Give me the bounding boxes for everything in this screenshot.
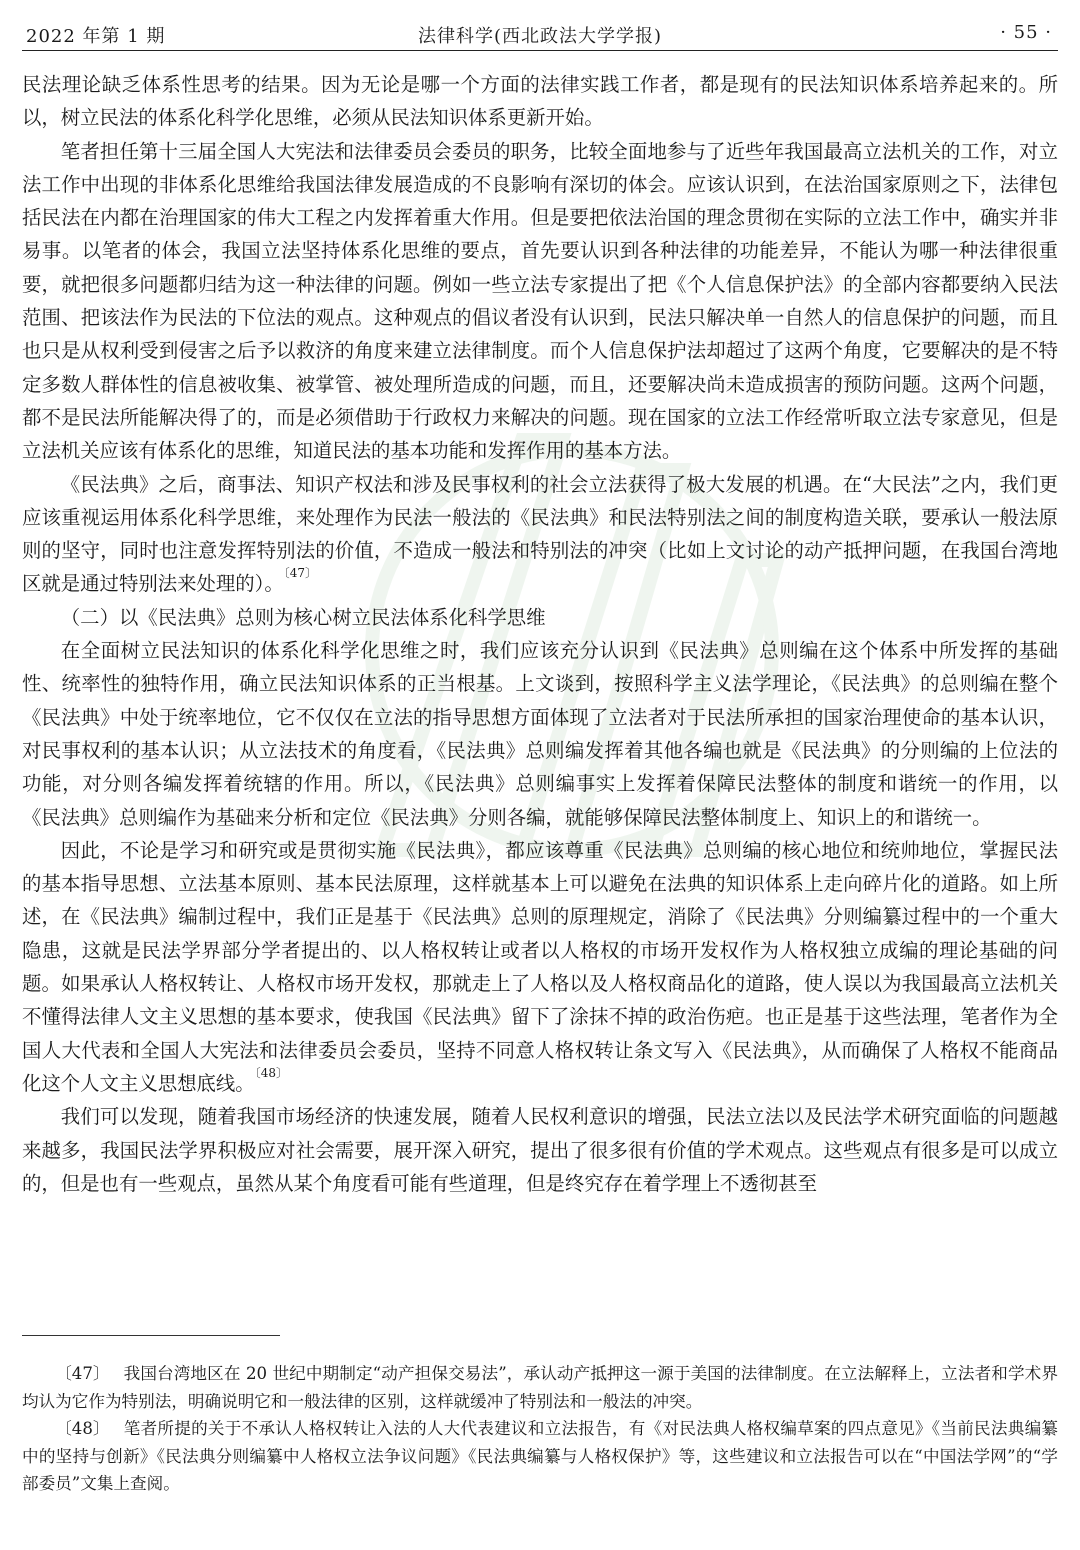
footnote-text: 笔者所提的关于不承认人格权转让入法的人大代表建议和立法报告，有《对民法典人格权编草案的四点意见》《当前民法典编纂中的坚持与创新》《民法典分则编纂中人格权立法争议问题》《民法典编纂与人格权保护》等，这些建议和立法报告可以在“中国法学网”的“学部委员”文集上查阅。 <box>22 1419 1058 1494</box>
footnote-ref-48[interactable]: 〔48〕 <box>254 1065 288 1080</box>
paragraph-5 <box>22 834 1058 1100</box>
page-number: · 55 · <box>1000 22 1052 43</box>
section-heading: （二）以《民法典》总则为核心树立民法体系化科学思维 <box>60 605 546 629</box>
paragraph-3-text: 《民法典》之后，商事法、知识产权法和涉及民事权利的社会立法获得了极大发展的机遇。在“大民法”之内，我们更应该重视运用体系化科学思维，来处理作为民法一般法的《民法典》和民法特别法之间的制度构造关联，要承认一般法原则的坚守，同时也注意发挥特别法的价值，不造成一般法和特别法的冲突（比如上文讨论的动产抵押问题，在我国台湾地区就是通过特别法来处理的）。 <box>22 472 1058 596</box>
footnote-47 <box>22 1360 1058 1415</box>
footnote-mark: 〔47〕 <box>55 1364 110 1383</box>
issue-label: 2022 年第 1 期 <box>26 26 166 47</box>
journal-title: 法律科学(西北政法大学学报) <box>417 26 663 47</box>
journal-page <box>22 0 1062 1550</box>
footnote-mark: 〔48〕 <box>55 1419 110 1439</box>
paragraph-2: 笔者担任第十三届全国人大宪法和法律委员会委员的职务，比较全面地参与了近些年我国最高立法机关的工作，对立法工作中出现的非体系化思维给我国法律发展造成的不良影响有深切的体会。应该认识到，在法治国家原则之下，法律包括民法在内都在治理国家的伟大工程之内发挥着重大作用。但是要把依法治国的理念贯彻在实际的立法工作中，确实并非易事。以笔者的体会，我国立法坚持体系化思维的要点，首先要认识到各种法律的功能差异，不能认为哪一种法律很重要，就把很多问题都归结为这一种法律的问题。例如一些立法专家提出了把《个人信息保护法》的全部内容都要纳入民法范围、把该法作为民法的下位法的观点。这种观点的倡议者没有认识到，民法只解决单一自然人的信息保护的问题，而且也只是从权利受到侵害之后予以救济的角度来建立法律制度。而个人信息保护法却超过了这两个角度，它要解决的是不特定多数人群体性的信息被收集、被掌管、被处理所造成的问题，而且，还要解决尚未造成损害的预防问题。这两个问题，都不是民法所能解决得了的，而是必须借助于行政权力来解决的问题。现在国家的立法工作经常听取立法专家意见，但是立法机关应该有体系化的思维，知道民法的基本功能和发挥作用的基本方法。 <box>22 139 1058 463</box>
article-body <box>22 68 1058 1200</box>
running-header <box>22 18 1058 51</box>
footnote-divider <box>22 1335 280 1336</box>
footnote-text: 我国台湾地区在 20 世纪中期制定“动产担保交易法”，承认动产抵押这一源于美国的法律制度。在立法解释上，立法者和学术界均认为它作为特别法，明确说明它和一般法律的区别，这样就缓冲了特别法和一般法的冲突。 <box>22 1364 1058 1411</box>
paragraph-1: 民法理论缺乏体系性思考的结果。因为无论是哪一个方面的法律实践工作者，都是现有的民法知识体系培养起来的。所以，树立民法的体系化科学化思维，必须从民法知识体系更新开始。 <box>22 73 1058 130</box>
footnote-ref-47[interactable]: 〔47〕 <box>283 566 318 581</box>
paragraph-3 <box>22 468 1058 601</box>
paragraph-5-text: 因此，不论是学习和研究或是贯彻实施《民法典》，都应该尊重《民法典》总则编的核心地位和统帅地位，掌握民法的基本指导思想、立法基本原则、基本民法原理，这样就基本上可以避免在法典的知识体系上走向碎片化的道路。如上所述，在《民法典》编制过程中，我们正是基于《民法典》总则的原理规定，消除了《民法典》分则编纂过程中的一个重大隐患，这就是民法学界部分学者提出的、以人格权转让或者以人格权的市场开发权作为人格权独立成编的理论基础的问题。如果承认人格权转让、人格权市场开发权，那就走上了人格以及人格权商品化的道路，使人误以为我国最高立法机关不懂得法律人文主义思想的基本要求，使我国《民法典》留下了涂抹不掉的政治伤疤。也正是基于这些法理，笔者作为全国人大代表和全国人大宪法和法律委员会委员，坚持不同意人格权转让条文写入《民法典》，从而确保了人格权不能商品化这个人文主义思想底线。 <box>22 838 1058 1095</box>
footnote-48 <box>22 1415 1058 1498</box>
paragraph-4: 在全面树立民法知识的体系化科学化思维之时，我们应该充分认识到《民法典》总则编在这个体系中所发挥的基础性、统率性的独特作用，确立民法知识体系的正当根基。上文谈到，按照科学主义法学理论，《民法典》的总则编在整个《民法典》中处于统率地位，它不仅仅在立法的指导思想方面体现了立法者对于民法所承担的国家治理使命的基本认识，对民事权利的基本认识；从立法技术的角度看，《民法典》总则编发挥着其他各编也就是《民法典》的分则编的上位法的功能，对分则各编发挥着统辖的作用。所以，《民法典》总则编事实上发挥着保障民法整体的制度和谐统一的作用，以《民法典》总则编作为基础来分析和定位《民法典》分则各编，就能够保障民法整体制度上、知识上的和谐统一。 <box>22 639 1058 829</box>
paragraph-6: 我们可以发现，随着我国市场经济的快速发展，随着人民权利意识的增强，民法立法以及民法学术研究面临的问题越来越多，我国民法学界积极应对社会需要，展开深入研究，提出了很多很有价值的学术观点。这些观点有很多是可以成立的，但是也有一些观点，虽然从某个角度看可能有些道理，但是终究存在着学理上不透彻甚至 <box>22 1105 1058 1195</box>
footnotes <box>22 1360 1058 1498</box>
